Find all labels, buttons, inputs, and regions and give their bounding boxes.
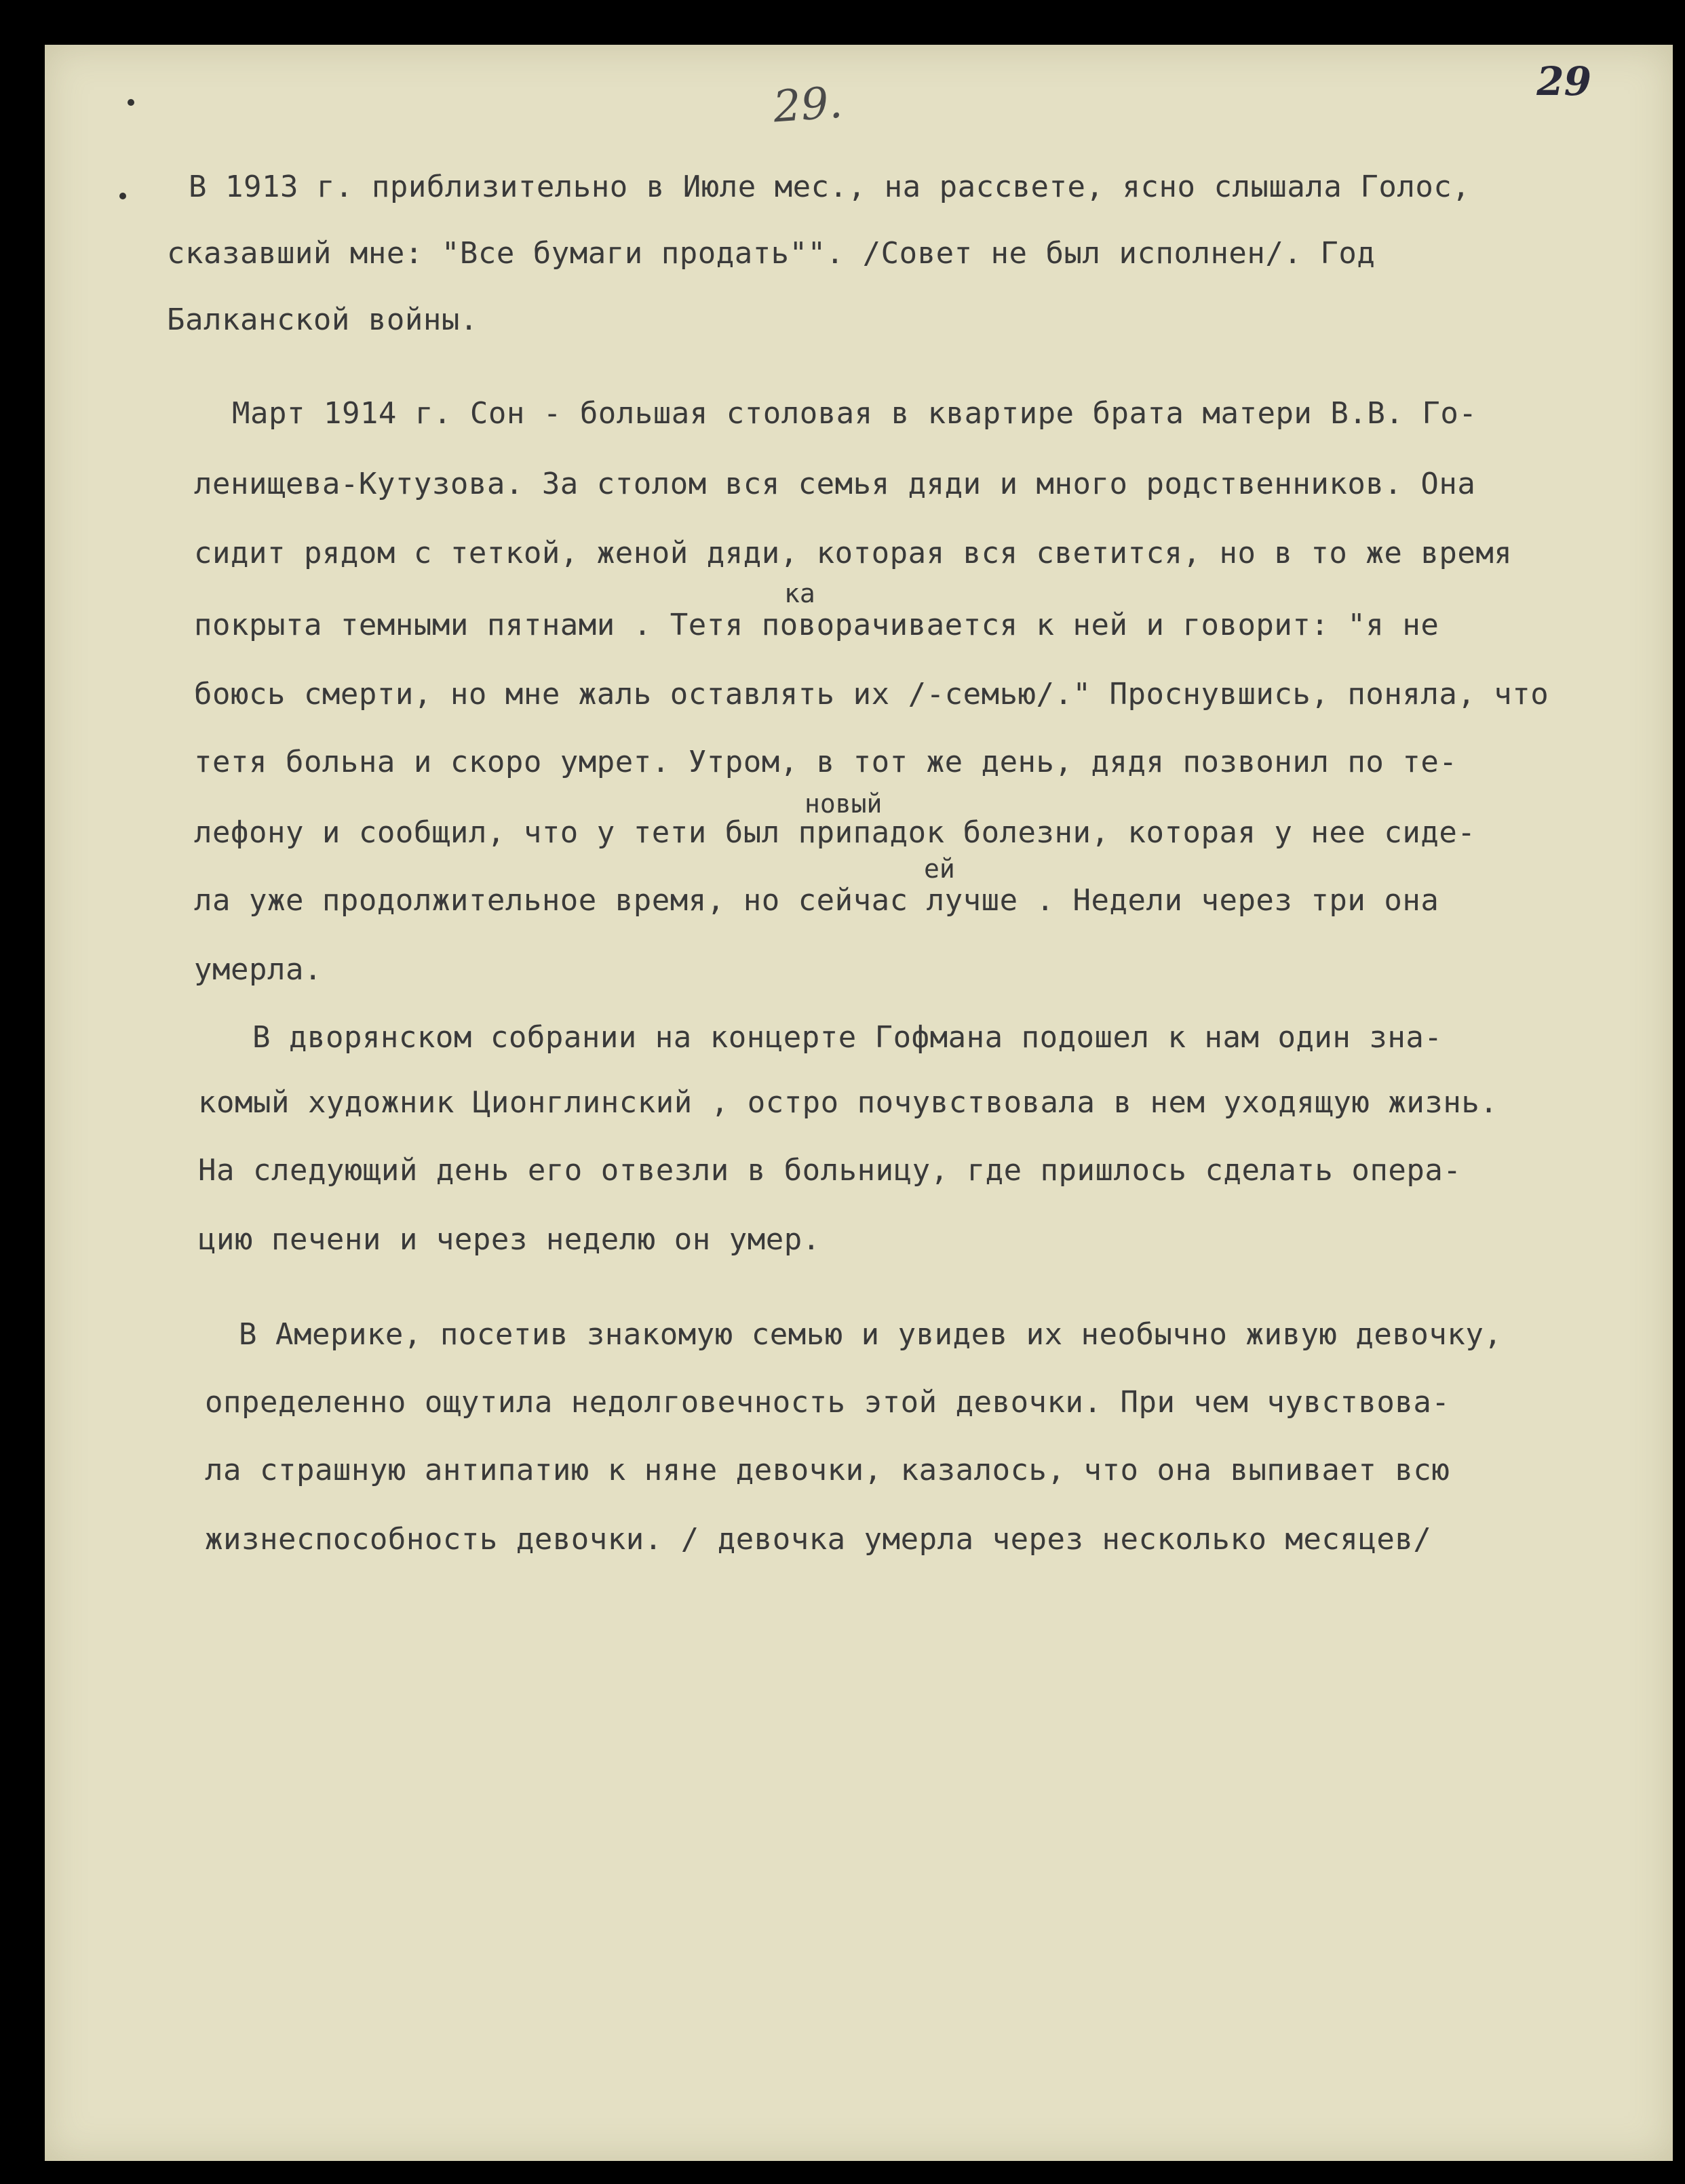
- ink-dot: [119, 193, 126, 199]
- paragraph2-line7: лефону и сообщил, что у тети был припадок болезни, которая у нее сиде-: [194, 815, 1476, 850]
- paragraph1-line2: сказавший мне: "Все бумаги продать"". /Совет не был исполнен/. Год: [167, 236, 1376, 271]
- ink-dot: [128, 99, 134, 106]
- paragraph2-line5: боюсь смерти, но мне жаль оставлять их /-семью/." Проснувшись, поняла, что: [194, 677, 1549, 711]
- paragraph1-line1: В 1913 г. приблизительно в Июле мес., на рассвете, ясно слышала Голос,: [189, 170, 1471, 204]
- stamped-page-number: 29: [1536, 58, 1591, 104]
- paragraph2-line4: покрыта темными пятнами . Тетя поворачивается к ней и говорит: "я не: [194, 608, 1439, 642]
- paragraph3-line3: На следующий день его отвезли в больницу, где пришлось сделать опера-: [198, 1153, 1462, 1188]
- paragraph3-line4: цию печени и через неделю он умер.: [198, 1222, 821, 1257]
- paragraph2-line6: тетя больна и скоро умрет. Утром, в тот же день, дядя позвонил по те-: [194, 745, 1458, 779]
- paragraph4-line3: ла страшную антипатию к няне девочки, казалось, что она выпивает всю: [205, 1453, 1450, 1487]
- paragraph2-line2: ленищева-Кутузова. За столом вся семья дяди и много родственников. Она: [194, 467, 1476, 501]
- document-page: [45, 45, 1673, 2161]
- paragraph2-line1: Март 1914 г. Сон - большая столовая в квартире брата матери В.В. Го-: [232, 396, 1477, 431]
- paragraph2-line7-insertion: новый: [805, 789, 883, 819]
- handwritten-page-number: 29.: [771, 77, 845, 133]
- paragraph2-line3: сидит рядом с теткой, женой дяди, которая вся светится, но в то же время: [194, 536, 1513, 570]
- paragraph2-line8: ла уже продолжительное время, но сейчас лучше . Недели через три она: [194, 883, 1439, 918]
- paragraph2-line4-insertion: ка: [784, 579, 815, 608]
- paragraph4-line1: В Америке, посетив знакомую семью и увидев их необычно живую девочку,: [239, 1317, 1503, 1352]
- paragraph4-line4: жизнеспособность девочки. / девочка умерла через несколько месяцев/: [205, 1522, 1432, 1557]
- paragraph2-line9: умерла.: [194, 952, 322, 987]
- paragraph2-line8-insertion: ей: [924, 854, 955, 884]
- paragraph3-line1: В дворянском собрании на концерте Гофмана подошел к нам один зна-: [252, 1020, 1443, 1055]
- paragraph3-line2: комый художник Ционглинский , остро почувствовала в нем уходящую жизнь.: [198, 1085, 1498, 1120]
- paragraph1-line3: Балканской войны.: [167, 303, 478, 337]
- paragraph4-line2: определенно ощутила недолговечность этой девочки. При чем чувствова-: [205, 1385, 1450, 1420]
